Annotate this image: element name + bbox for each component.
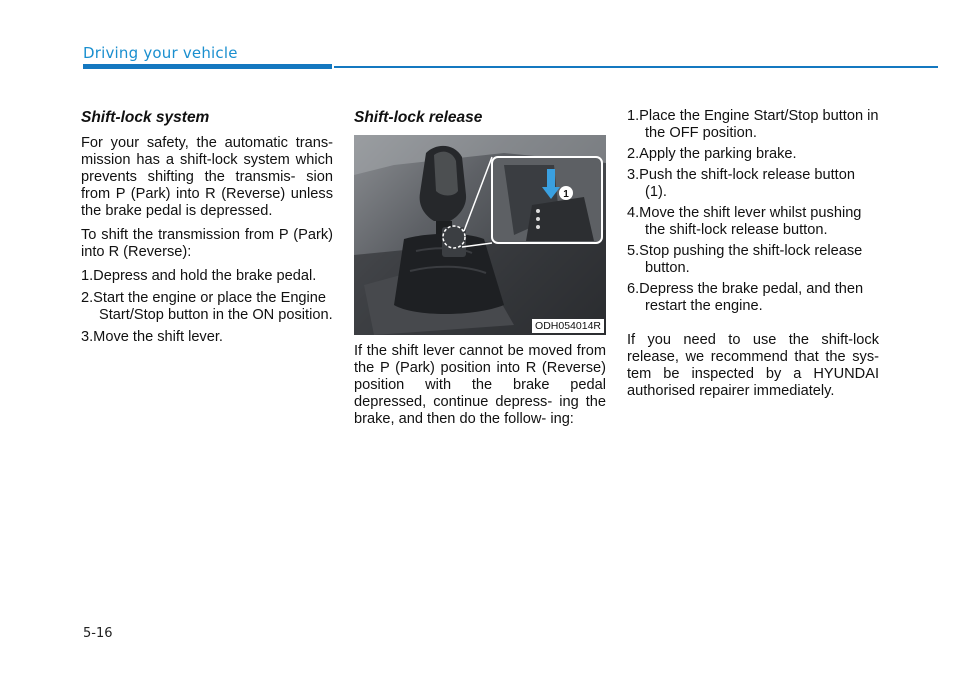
page-number: 5-16	[83, 626, 113, 641]
column-shift-lock-system	[81, 108, 333, 351]
step-item: 6.Depress the brake pedal, and then restart the engine.	[627, 281, 864, 314]
heading-shift-lock-release: Shift-lock release	[354, 109, 483, 126]
step-item: 1.Depress and hold the brake pedal.	[81, 268, 317, 284]
step-item: 3.Move the shift lever.	[81, 329, 223, 345]
section-title: Driving your vehicle	[83, 44, 238, 62]
column-release-steps	[627, 108, 879, 407]
callout-number: 1	[563, 189, 569, 200]
step-item: 3.Push the shift-lock release button (1).	[627, 167, 855, 200]
figure-code: ODH054014R	[532, 319, 604, 333]
inspection-note: If you need to use the shift-lock release, we recommend that the sys- tem be inspected by a HYUNDAI authorised repairer immediately.	[627, 332, 879, 399]
header-rule-thin	[334, 66, 938, 68]
shift-lever-illustration	[354, 135, 606, 335]
step-item: 1.Place the Engine Start/Stop button in the OFF position.	[627, 108, 879, 141]
heading-shift-lock-system: Shift-lock system	[81, 109, 210, 126]
step-item: 2.Apply the parking brake.	[627, 146, 797, 162]
lead-paragraph: To shift the transmission from P (Park) into R (Reverse):	[81, 227, 333, 260]
column-shift-lock-release	[354, 108, 606, 435]
step-item: 4.Move the shift lever whilst pushing the shift-lock release button.	[627, 205, 862, 238]
header-rule-thick	[83, 64, 332, 69]
step-item: 5.Stop pushing the shift-lock release button.	[627, 243, 863, 276]
intro-paragraph: For your safety, the automatic trans- mission has a shift-lock system which prevents shifting the transmis- sion from P (Park) into R (Reverse) unless the brake pedal is depressed.	[81, 135, 333, 219]
shift-lever-drawing	[354, 135, 606, 335]
release-intro-paragraph: If the shift lever cannot be moved from the P (Park) position into R (Reverse) position with the brake pedal depressed, continue depress- ing the brake, and then do the follow- ing:	[354, 343, 606, 427]
step-item: 2.Start the engine or place the Engine Start/Stop button in the ON position.	[81, 290, 333, 323]
